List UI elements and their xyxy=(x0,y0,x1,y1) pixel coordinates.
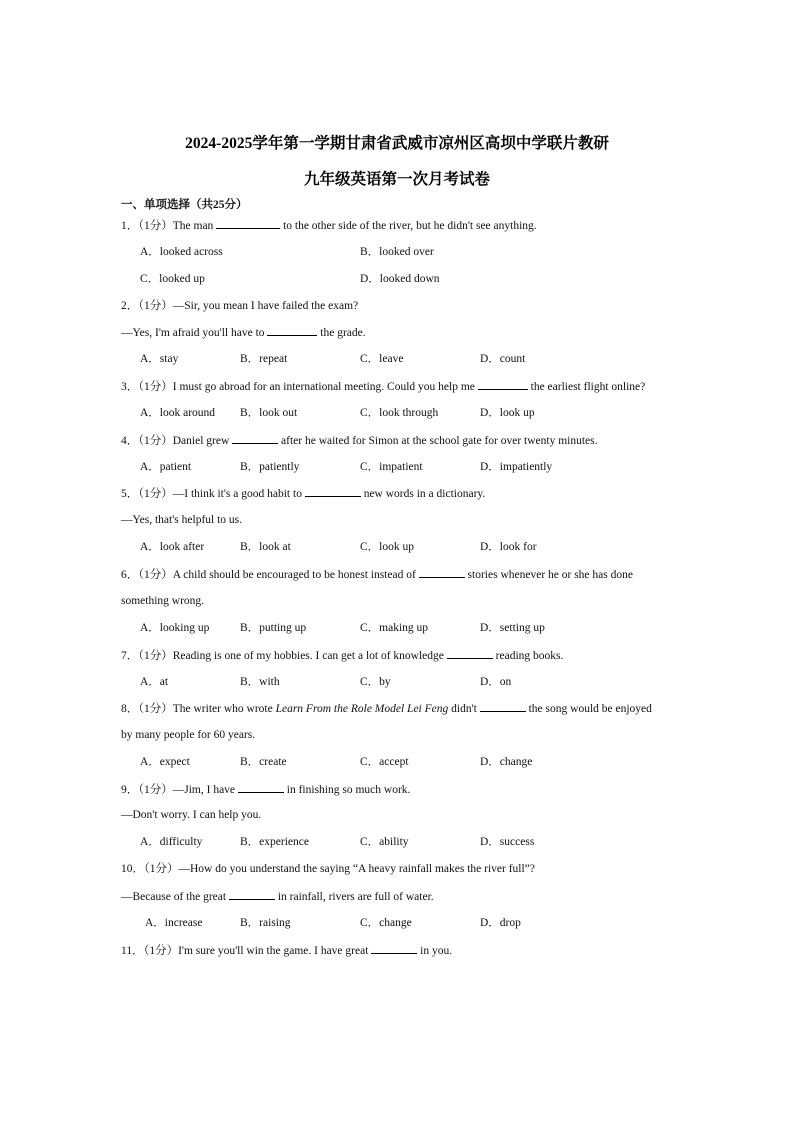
option-1c: C．looked up xyxy=(140,273,205,285)
question-2: 2．（1分）—Sir, you mean I have failed the exam? xyxy=(121,300,359,312)
question-8: 8．（1分）The writer who wrote Learn From the Role Model Lei Feng didn't the song would be enjoyed xyxy=(121,703,652,715)
option-9d: D．success xyxy=(480,836,535,848)
option-9b: B．experience xyxy=(240,836,309,848)
option-7a: A．at xyxy=(140,676,169,688)
question-2-line2: —Yes, I'm afraid you'll have to the grade. xyxy=(121,327,366,339)
option-3c: C．look through xyxy=(360,407,439,419)
question-5-line2: —Yes, that's helpful to us. xyxy=(121,514,243,526)
option-6b: B．putting up xyxy=(240,622,307,634)
option-6c: C．making up xyxy=(360,622,429,634)
option-6d: D．setting up xyxy=(480,622,545,634)
option-4b: B．patiently xyxy=(240,461,300,473)
option-6a: A．looking up xyxy=(140,622,210,634)
book-title: Learn From the Role Model Lei Feng xyxy=(275,703,449,715)
question-4: 4．（1分）Daniel grew after he waited for Simon at the school gate for over twenty minutes. xyxy=(121,435,598,447)
option-2d: D．count xyxy=(480,353,526,365)
option-7c: C．by xyxy=(360,676,391,688)
section-heading: 一、单项选择（共25分） xyxy=(121,199,248,211)
exam-title-line1: 2024-2025学年第一学期甘肃省武威市凉州区高坝中学联片教研 xyxy=(185,135,609,152)
option-7d: D．on xyxy=(480,676,512,688)
option-3d: D．look up xyxy=(480,407,535,419)
question-10-line2: —Because of the great in rainfall, rivers are full of water. xyxy=(121,891,434,903)
question-9-line2: —Don't worry. I can help you. xyxy=(121,809,262,821)
option-4d: D．impatiently xyxy=(480,461,553,473)
option-8a: A．expect xyxy=(140,756,190,768)
question-1: 1．（1分）The man to the other side of the river, but he didn't see anything. xyxy=(121,220,537,232)
option-5c: C．look up xyxy=(360,541,414,553)
question-3: 3．（1分）I must go abroad for an international meeting. Could you help me the earliest flight online? xyxy=(121,381,646,393)
exam-title-line2: 九年级英语第一次月考试卷 xyxy=(303,171,490,188)
option-9c: C．ability xyxy=(360,836,409,848)
option-2b: B．repeat xyxy=(240,353,288,365)
option-3b: B．look out xyxy=(240,407,298,419)
option-8c: C．accept xyxy=(360,756,409,768)
option-1a: A．looked across xyxy=(140,246,223,258)
option-10b: B．raising xyxy=(240,917,291,929)
option-4c: C．impatient xyxy=(360,461,423,473)
question-5: 5．（1分）—I think it's a good habit to new words in a dictionary. xyxy=(121,488,486,500)
option-10d: D．drop xyxy=(480,917,521,929)
option-10a: A．increase xyxy=(145,917,203,929)
option-3a: A．look around xyxy=(140,407,216,419)
option-8b: B．create xyxy=(240,756,287,768)
question-10: 10．（1分）—How do you understand the saying “A heavy rainfall makes the river full”? xyxy=(121,863,535,875)
option-7b: B．with xyxy=(240,676,280,688)
question-9: 9．（1分）—Jim, I have in finishing so much work. xyxy=(121,784,411,796)
question-6: 6．（1分）A child should be encouraged to be honest instead of stories whenever he or she has done xyxy=(121,569,633,581)
question-7: 7．（1分）Reading is one of my hobbies. I can get a lot of knowledge reading books. xyxy=(121,650,564,662)
option-5a: A．look after xyxy=(140,541,205,553)
option-1b: B．looked over xyxy=(360,246,434,258)
option-1d: D．looked down xyxy=(360,273,440,285)
option-10c: C．change xyxy=(360,917,412,929)
option-5b: B．look at xyxy=(240,541,291,553)
option-9a: A．difficulty xyxy=(140,836,203,848)
option-8d: D．change xyxy=(480,756,533,768)
option-2a: A．stay xyxy=(140,353,179,365)
question-6-line2: something wrong. xyxy=(121,595,205,607)
option-2c: C．leave xyxy=(360,353,404,365)
question-8-line2: by many people for 60 years. xyxy=(121,729,256,741)
option-4a: A．patient xyxy=(140,461,192,473)
question-11: 11．（1分）I'm sure you'll win the game. I have great in you. xyxy=(121,945,453,957)
option-5d: D．look for xyxy=(480,541,537,553)
